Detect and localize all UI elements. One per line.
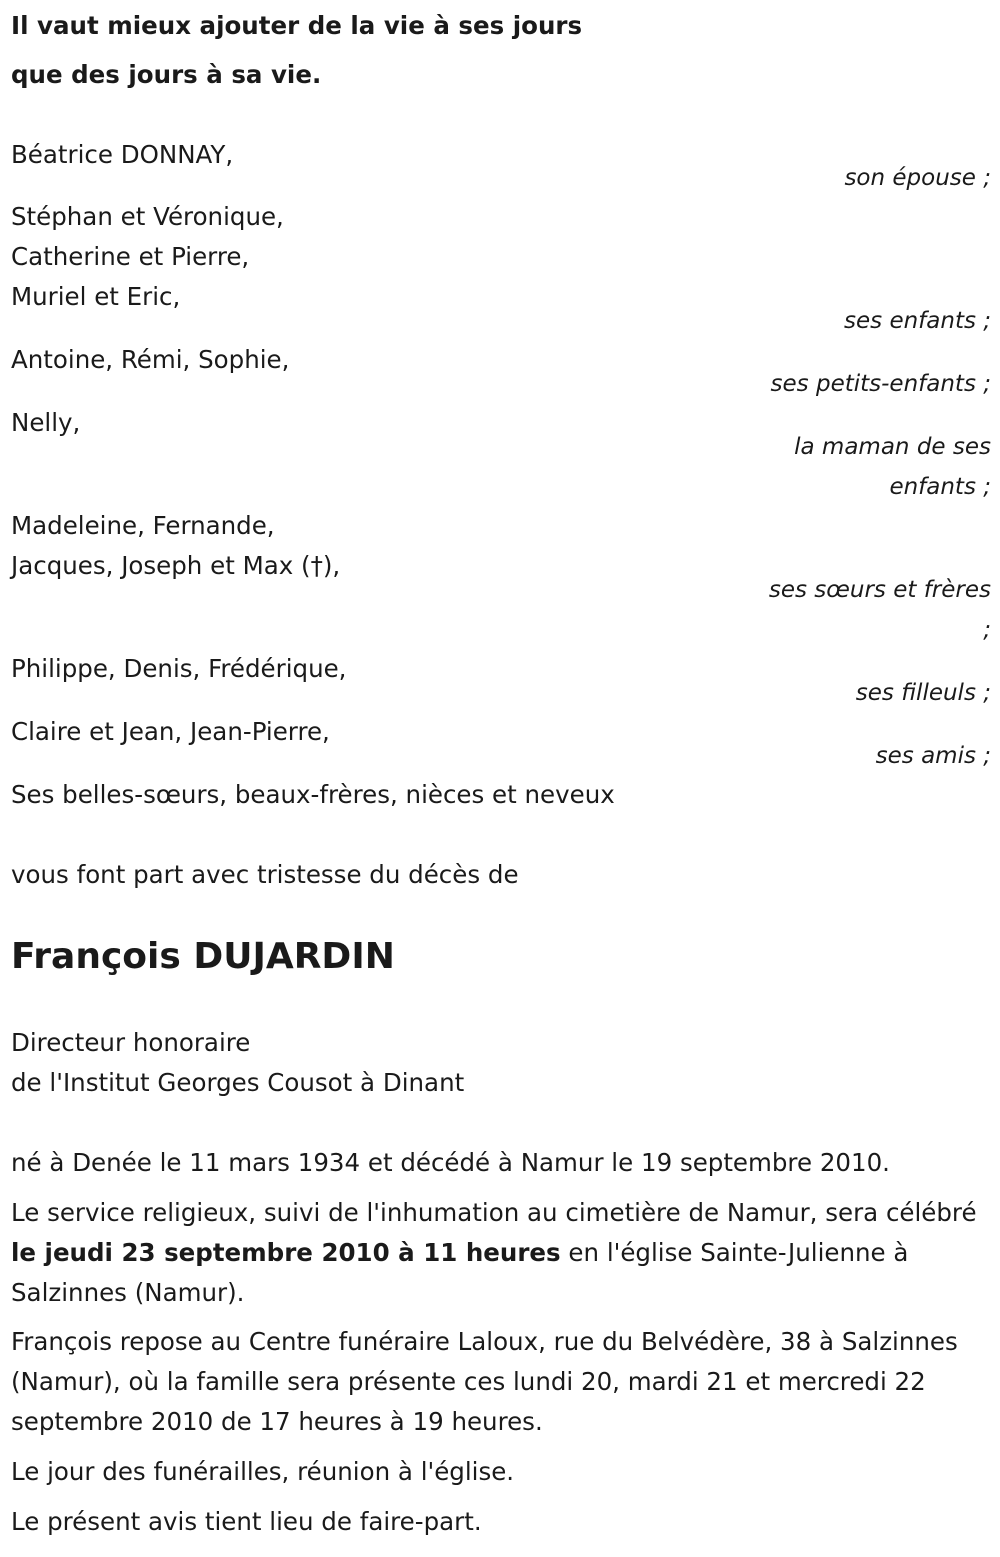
- deceased-title-line-1: Directeur honoraire: [11, 1028, 251, 1057]
- siblings-line-1: Madeleine, Fernande,: [11, 511, 275, 540]
- godchildren-relation: ses filleuls ;: [855, 680, 991, 706]
- siblings-line-2: Jacques, Joseph et Max (†),: [11, 551, 341, 580]
- children-relation: ses enfants ;: [844, 308, 991, 334]
- spouse-name: Béatrice DONNAY,: [11, 140, 234, 169]
- mother-name: Nelly,: [11, 408, 81, 437]
- deceased-title-line-2: de l'Institut Georges Cousot à Dinant: [11, 1068, 465, 1097]
- service-date-bold: le jeudi 23 septembre 2010 à 11 heures: [11, 1238, 561, 1267]
- mother-relation-line-2: enfants ;: [889, 474, 991, 500]
- quote-line-2: que des jours à sa vie.: [11, 60, 322, 89]
- service-text-after: en l'église Sainte-Julienne à Salzinnes (Namur).: [11, 1238, 909, 1307]
- friends-names: Claire et Jean, Jean-Pierre,: [11, 717, 330, 746]
- siblings-relation-line-2: ;: [983, 617, 991, 643]
- mother-relation-line-1: la maman de ses: [794, 434, 991, 460]
- meeting-text: Le jour des funérailles, réunion à l'église.: [11, 1457, 515, 1486]
- spouse-relation: son épouse ;: [844, 165, 991, 191]
- obituary-page: [11, 0, 991, 1557]
- godchildren-names: Philippe, Denis, Frédérique,: [11, 654, 347, 683]
- children-line-3: Muriel et Eric,: [11, 282, 181, 311]
- service-text-before: Le service religieux, suivi de l'inhumation au cimetière de Namur, sera célébré: [11, 1198, 977, 1227]
- announcement-text: vous font part avec tristesse du décès de: [11, 860, 519, 889]
- friends-relation: ses amis ;: [875, 743, 991, 769]
- grandchildren-names: Antoine, Rémi, Sophie,: [11, 345, 290, 374]
- quote-line-1: Il vaut mieux ajouter de la vie à ses jours: [11, 11, 583, 40]
- birth-death-text: né à Denée le 11 mars 1934 et décédé à Namur le 19 septembre 2010.: [11, 1148, 890, 1177]
- notice-text: Le présent avis tient lieu de faire-part.: [11, 1507, 482, 1536]
- children-line-2: Catherine et Pierre,: [11, 242, 250, 271]
- siblings-relation-line-1: ses sœurs et frères: [768, 577, 991, 603]
- service-paragraph: [11, 1193, 986, 1313]
- inlaws-line: Ses belles-sœurs, beaux-frères, nièces et neveux: [11, 780, 615, 809]
- grandchildren-relation: ses petits-enfants ;: [770, 371, 991, 397]
- repose-paragraph: François repose au Centre funéraire Laloux, rue du Belvédère, 38 à Salzinnes (Namur), où la famille sera présente ces lundi 20, mardi 21 et mercredi 22 septembre 2010 de 17 heures à 19 heures.: [11, 1327, 958, 1436]
- children-line-1: Stéphan et Véronique,: [11, 202, 284, 231]
- deceased-name: François DUJARDIN: [11, 936, 395, 977]
